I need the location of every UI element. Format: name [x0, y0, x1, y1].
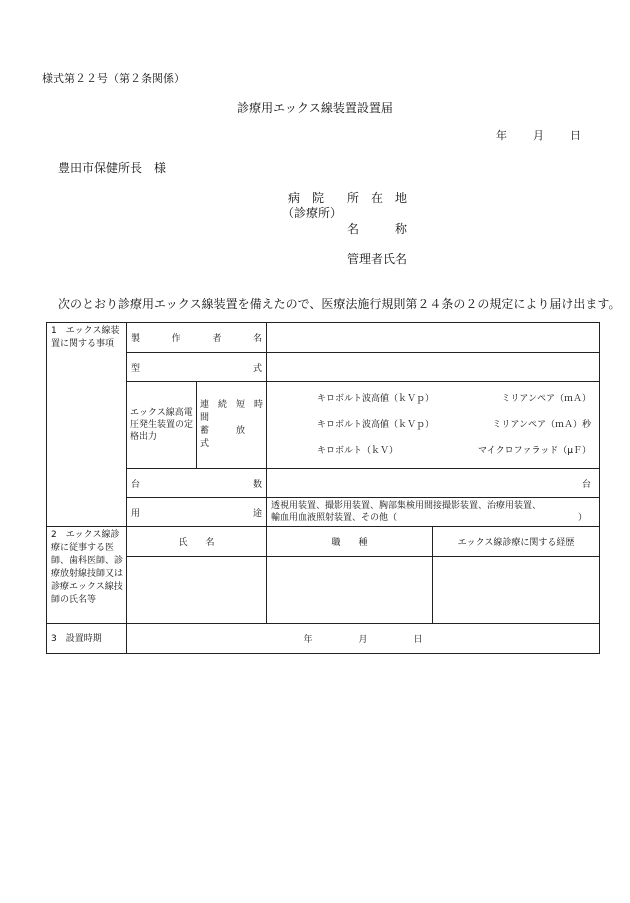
count-unit: 台	[581, 479, 591, 490]
section2-label: 2 エックス線診療に従事する医師、歯科医師、診療放射線技師又は診療エックス線技師の氏名等	[47, 527, 127, 624]
rating-label: エックス線高電圧発生装置の定格出力	[127, 382, 197, 469]
col-title-header: 職 種	[267, 527, 433, 557]
use-label: 用 途	[127, 498, 267, 527]
date-month-label: 月	[533, 129, 544, 142]
form-number: 様式第２２号（第２条関係）	[42, 72, 185, 85]
intro-text: 次のとおり診療用エックス線装置を備えたので、医療法施行規則第２４条の２の規定により届け出ます。	[58, 297, 621, 311]
count-field[interactable]	[267, 469, 600, 498]
spec-line: キロボルト（ｋＶ） マイクロファラッド（μＦ）	[317, 446, 591, 456]
use-options[interactable]: 透視用装置、撮影用装置、胸部集検用間接撮影装置、治療用装置、 輸血用血液照射装置、その他（ ）	[267, 498, 600, 527]
installation-date-field[interactable]	[127, 624, 600, 654]
applicant-clinic: （診療所）	[282, 206, 343, 220]
applicant-manager-label: 管理者氏名	[347, 252, 408, 266]
install-year-label: 年	[303, 635, 313, 645]
applicant-name-label: 名 称	[347, 222, 408, 236]
staff-title-field[interactable]	[267, 557, 433, 624]
manufacturer-field[interactable]	[267, 323, 600, 353]
submission-date	[496, 127, 581, 143]
rating-specs[interactable]	[267, 382, 600, 469]
document-title: 診療用エックス線装置設置届	[237, 101, 393, 115]
spec-line: キロボルト波高値（ｋＶｐ） ミリアンペア（ｍＡ）	[317, 394, 591, 404]
section1-label: 1 エックス線装置に関する事項	[47, 323, 127, 527]
manufacturer-label: 製 作 者 名	[127, 323, 267, 353]
col-career-header: エックス線診療に関する経歴	[433, 527, 600, 557]
application-form-table	[46, 322, 600, 654]
install-month-label: 月	[358, 635, 368, 645]
continuous-label: 連 続 短 時 間 蓄 放 式	[197, 382, 267, 469]
section3-label: 3 設置時期	[47, 624, 127, 654]
date-day-label: 日	[570, 129, 581, 142]
install-day-label: 日	[413, 635, 423, 645]
addressee: 豊田市保健所長 様	[58, 161, 167, 175]
model-field[interactable]	[267, 353, 600, 382]
staff-name-field[interactable]	[127, 557, 267, 624]
model-label: 型 式	[127, 353, 267, 382]
spec-line: キロボルト波高値（ｋＶｐ） ミリアンペア（ｍＡ）秒	[317, 420, 591, 430]
col-name-header: 氏 名	[127, 527, 267, 557]
applicant-hospital: 病 院	[288, 191, 325, 205]
date-year-label: 年	[496, 129, 507, 142]
applicant-address-label: 所 在 地	[347, 191, 408, 205]
count-label: 台 数	[127, 469, 267, 498]
staff-career-field[interactable]	[433, 557, 600, 624]
